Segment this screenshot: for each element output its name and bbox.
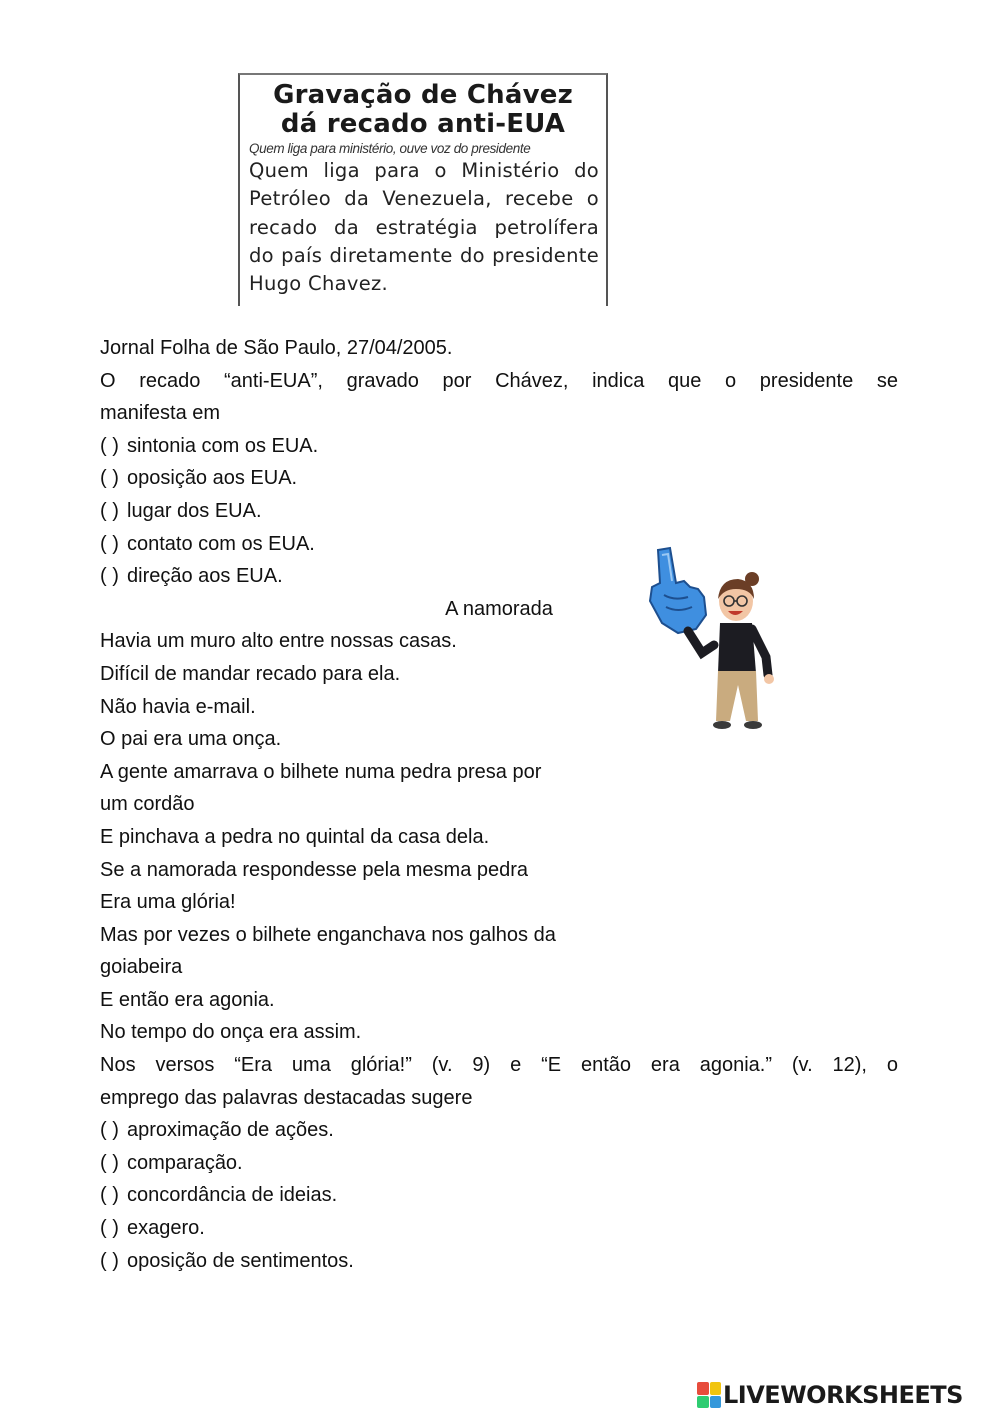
poem-title: A namorada — [445, 597, 553, 620]
question2-option-4[interactable] — [100, 1212, 898, 1245]
option-checkbox[interactable]: ( ) — [100, 1249, 119, 1272]
poem-line-13: No tempo do onça era assim. — [100, 1021, 362, 1044]
clipping-headline — [240, 81, 606, 139]
poem-line-4: O pai era uma onça. — [100, 728, 282, 751]
option-label: oposição de sentimentos. — [127, 1249, 354, 1272]
option-checkbox[interactable]: ( ) — [100, 532, 119, 555]
question2-option-3[interactable] — [100, 1179, 898, 1212]
option-checkbox[interactable]: ( ) — [100, 1119, 119, 1142]
option-checkbox[interactable]: ( ) — [100, 1217, 119, 1240]
poem-line-6: um cordão — [100, 793, 195, 816]
poem-line-2: Difícil de mandar recado para ela. — [100, 662, 401, 685]
poem-line-8: Se a namorada respondesse pela mesma pedra — [100, 858, 529, 881]
option-label: sintonia com os EUA. — [127, 434, 319, 457]
poem-line-7: E pinchava a pedra no quintal da casa dela. — [100, 825, 490, 848]
question1-prompt-line1: O recado “anti-EUA”, gravado por Chávez, indica que o presidente se — [100, 369, 898, 392]
poem-line-3: Não havia e-mail. — [100, 695, 256, 718]
liveworksheets-brand-text: LIVEWORKSHEETS — [723, 1381, 963, 1409]
poem-line-1: Havia um muro alto entre nossas casas. — [100, 630, 457, 653]
liveworksheets-logo — [697, 1377, 997, 1413]
option-checkbox[interactable]: ( ) — [100, 434, 119, 457]
foam-hand-icon — [650, 548, 706, 633]
option-checkbox[interactable]: ( ) — [100, 499, 119, 522]
poem-line-12: E então era agonia. — [100, 988, 275, 1011]
clipping-subtitle: Quem liga para ministério, ouve voz do presidente — [249, 141, 531, 156]
worksheet-text — [100, 332, 898, 1277]
option-label: direção aos EUA. — [127, 565, 283, 588]
option-label: aproximação de ações. — [127, 1119, 334, 1142]
question2-prompt-line2: emprego das palavras destacadas sugere — [100, 1086, 473, 1109]
option-checkbox[interactable]: ( ) — [100, 565, 119, 588]
poem-line-11: goiabeira — [100, 956, 183, 979]
question1-prompt-line2: manifesta em — [100, 402, 221, 425]
option-label: concordância de ideias. — [127, 1184, 338, 1207]
question1-option-1[interactable] — [100, 430, 898, 463]
headline-line-1: Gravação de Chávez — [273, 80, 573, 110]
option-label: comparação. — [127, 1151, 243, 1174]
option-checkbox[interactable]: ( ) — [100, 467, 119, 490]
option-checkbox[interactable]: ( ) — [100, 1184, 119, 1207]
question2-option-1[interactable] — [100, 1114, 898, 1147]
question2-option-5[interactable] — [100, 1245, 898, 1278]
poem-line-5: A gente amarrava o bilhete numa pedra presa por — [100, 760, 542, 783]
option-label: lugar dos EUA. — [127, 499, 262, 522]
option-label: contato com os EUA. — [127, 532, 315, 555]
headline-line-2: dá recado anti-EUA — [280, 109, 566, 139]
option-checkbox[interactable]: ( ) — [100, 1151, 119, 1174]
question2-prompt-line1: Nos versos “Era uma glória!” (v. 9) e “E então era agonia.” (v. 12), o — [100, 1054, 898, 1077]
question2-option-2[interactable] — [100, 1147, 898, 1180]
question1-option-3[interactable] — [100, 495, 898, 528]
avatar-foam-hand-illustration — [640, 545, 780, 735]
newspaper-clipping — [238, 73, 608, 306]
poem-line-9: Era uma glória! — [100, 891, 236, 914]
liveworksheets-badge-icon — [697, 1382, 721, 1408]
source-citation: Jornal Folha de São Paulo, 27/04/2005. — [100, 337, 453, 359]
clipping-body: Quem liga para o Ministério do Petróleo da Venezuela, recebe o recado da estratégia petrolífera do país diretamente do presidente Hugo Chavez. — [249, 159, 599, 296]
avatar-pants — [716, 671, 758, 721]
poem-line-10: Mas por vezes o bilhete enganchava nos galhos da — [100, 923, 556, 946]
question1-option-2[interactable] — [100, 462, 898, 495]
option-label: exagero. — [127, 1217, 205, 1240]
option-label: oposição aos EUA. — [127, 467, 298, 490]
